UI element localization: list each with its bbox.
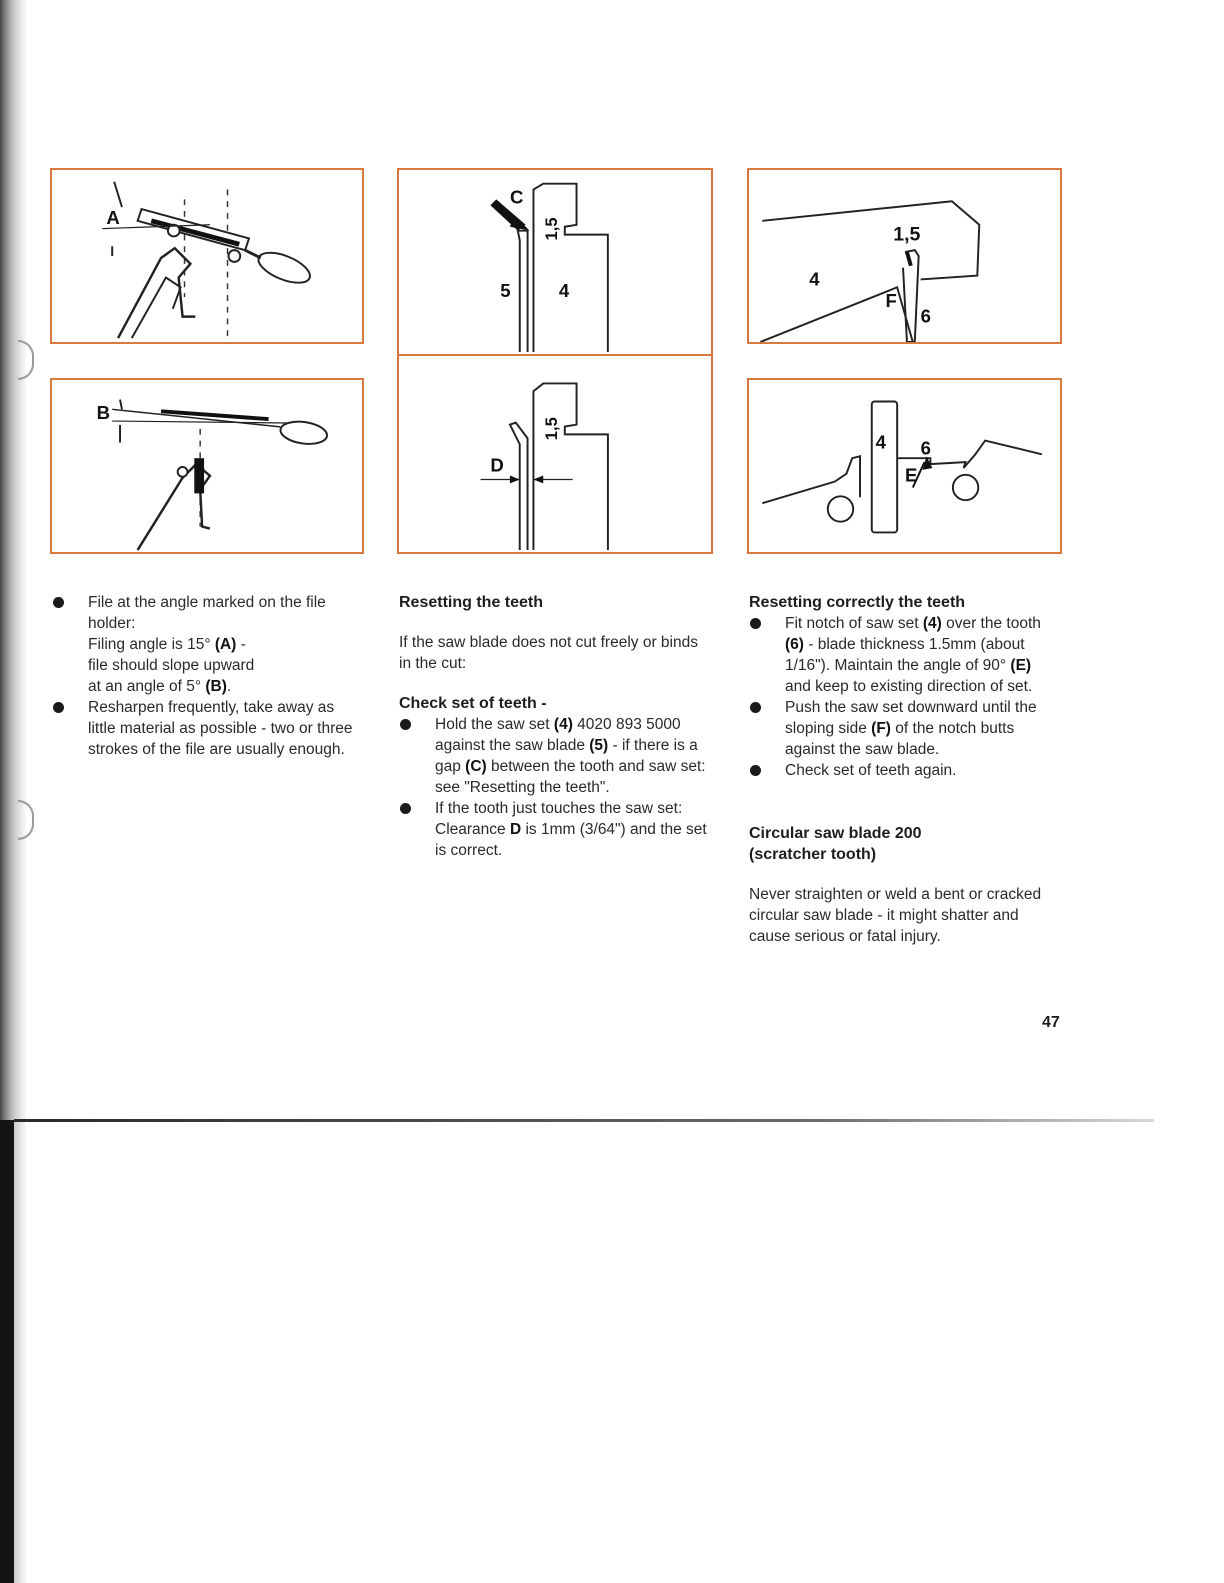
ref-4: (4): [922, 615, 942, 632]
hold-text-1: Hold the saw set: [435, 716, 554, 733]
label-4: 4: [809, 268, 820, 290]
ref-4: (4): [553, 716, 573, 733]
hold-text-3: - if there is a gap: [435, 737, 698, 775]
filing-line-1: File at the angle marked on the file holder:: [88, 594, 326, 632]
filing-line-4: at an angle of 5°: [88, 678, 206, 695]
ref-a: (A): [214, 636, 237, 653]
fit-text-3: - blade thickness 1.5mm (about 1/16"). Maintain the angle of 90°: [785, 636, 1025, 674]
heading-check-set: Check set of teeth -: [399, 695, 547, 712]
hold-text-4: between the tooth and saw set: see "Resetting the teeth".: [435, 758, 706, 796]
bullet-check-again: [749, 760, 1061, 781]
label-5: 5: [500, 280, 511, 302]
page-edge-line: [14, 1119, 1154, 1122]
bullet-resharpen: [52, 697, 362, 760]
column-resetting-correctly: [749, 592, 1061, 947]
binding-shadow: [0, 1120, 14, 1583]
heading-circular-saw-blade: Circular saw blade 200 (scratcher tooth): [749, 825, 922, 863]
hold-text-2: 4020 893 5000 against the saw blade: [435, 716, 681, 754]
ref-f: (F): [871, 720, 891, 737]
bullet-fit-notch: [749, 613, 1061, 697]
figure-file-slope-b: [50, 378, 364, 554]
figure-saw-set-gap-c: [397, 168, 713, 356]
figure-notch-f: [747, 168, 1062, 344]
label-4: 4: [875, 431, 886, 453]
file-holder-angle-icon: [52, 170, 362, 342]
filing-line-3: file should slope upward: [88, 657, 255, 674]
ref-6: (6): [785, 636, 804, 653]
label-d: D: [490, 454, 504, 476]
bullet-hold-saw-set: [399, 714, 711, 798]
label-4: 4: [558, 280, 570, 302]
column-resetting-teeth: [399, 592, 711, 861]
label-1-5: 1,5: [541, 417, 561, 441]
ref-b: (B): [205, 678, 227, 695]
figure-angle-e: [747, 378, 1062, 554]
check-again-text: Check set of teeth again.: [785, 762, 957, 779]
ref-c: (C): [465, 758, 487, 775]
resetting-intro: If the saw blade does not cut freely or binds in the cut:: [399, 634, 698, 672]
filing-line-4-end: .: [226, 678, 232, 695]
column-filing-instructions: [52, 592, 362, 760]
bullet-push-downward: [749, 697, 1061, 760]
label-e: E: [904, 464, 918, 486]
page-number: 47: [1042, 1014, 1060, 1031]
fit-text-1: Fit notch of saw set: [785, 615, 923, 632]
label-b: B: [96, 402, 110, 424]
bullet-filing-angle: [52, 592, 362, 697]
push-text-2: of the notch butts against the saw blade.: [785, 720, 1015, 758]
filing-line-2: Filing angle is 15°: [88, 636, 215, 653]
fit-text-2: over the tooth: [941, 615, 1041, 632]
push-text-1: Push the saw set downward until the sloping side: [785, 699, 1037, 737]
filing-bullets: [52, 592, 362, 760]
heading-resetting-teeth: Resetting the teeth: [399, 594, 544, 611]
label-6: 6: [920, 437, 931, 459]
label-1-5: 1,5: [893, 223, 921, 246]
ref-e: (E): [1010, 657, 1032, 674]
ref-5: (5): [589, 737, 609, 754]
touch-text-2: is 1mm (3/64") and the set is correct.: [435, 821, 707, 859]
label-a: A: [106, 206, 120, 228]
bullet-tooth-touches: [399, 798, 711, 861]
label-1-5: 1,5: [541, 217, 561, 241]
saw-set-angle-icon: [749, 380, 1060, 552]
resetting-correctly-bullets: [749, 613, 1061, 781]
warning-text: Never straighten or weld a bent or cracked circular saw blade - it might shatter and cause serious or fatal injury.: [749, 886, 1042, 945]
figure-clearance-d: [397, 354, 713, 554]
saw-set-gap-icon: [399, 170, 711, 354]
label-f: F: [885, 289, 897, 311]
label-c: C: [509, 186, 524, 208]
label-6: 6: [920, 305, 931, 327]
fit-text-4: and keep to existing direction of set.: [785, 678, 1033, 695]
touch-text-1: If the tooth just touches the saw set: Clearance: [435, 800, 683, 838]
resharpen-text: Resharpen frequently, take away as little material as possible - two or three strokes of the file are usually enough.: [88, 699, 353, 758]
clearance-icon: [399, 356, 711, 552]
file-holder-slope-icon: [52, 380, 362, 552]
figure-file-angle-a: [50, 168, 364, 344]
notch-slope-icon: [749, 170, 1060, 342]
ref-d: D: [509, 821, 522, 838]
check-set-bullets: [399, 714, 711, 861]
filing-line-2-end: -: [236, 636, 246, 653]
heading-resetting-correctly: Resetting correctly the teeth: [749, 594, 966, 611]
